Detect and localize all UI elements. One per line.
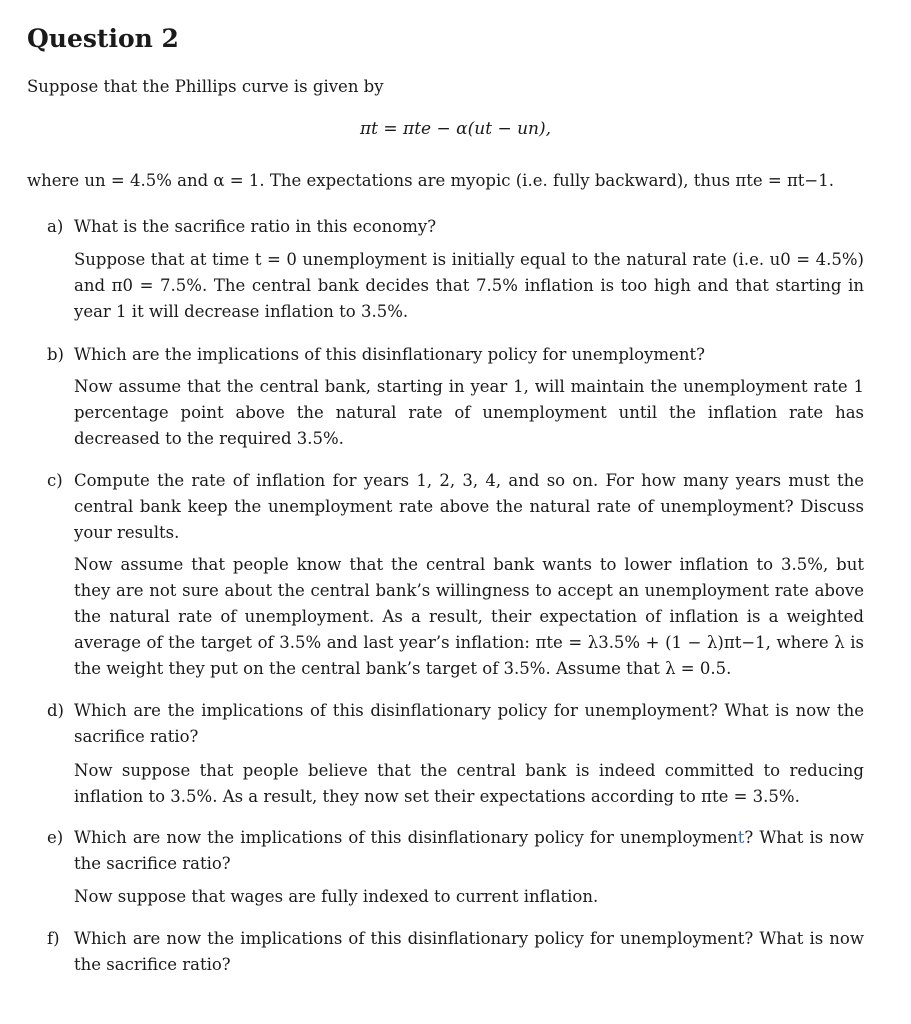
question-d: Which are the implications of this disinflationary policy for unemployment? What is now the sacrifice ratio?: [74, 701, 864, 746]
item-label-b: b): [47, 345, 64, 364]
item-label-f: f): [47, 929, 60, 948]
context-after-d: Now suppose that people believe that the central bank is indeed committed to reducing inflation to 3.5%. As a result, they now set their expectations according to πte = 3.5%.: [74, 761, 864, 806]
question-f: Which are now the implications of this disinflationary policy for unemployment? What is now the sacrifice ratio?: [74, 929, 864, 974]
intro-text: Suppose that the Phillips curve is given by: [27, 77, 384, 96]
item-label-e: e): [47, 828, 64, 847]
item-label-c: c): [47, 471, 63, 490]
question-e-part-2: ? What is now the sacrifice ratio?: [74, 828, 864, 873]
assumptions-text: where un = 4.5% and α = 1. The expectations are myopic (i.e. fully backward), thus πte = πt−1.: [27, 171, 834, 190]
question-c: Compute the rate of inflation for years 1, 2, 3, 4, and so on. For how many years must the central bank keep the unemployment rate above the natural rate of unemployment? Discuss your results.: [74, 471, 864, 542]
context-after-c: Now assume that people know that the central bank wants to lower inflation to 3.5%, but they are not sure about the central bank’s willingness to accept an unemployment rate above the natural rate of unemployment. As a result, their expectation of inflation is a weighted average of the target of 3.5% and last year’s inflation: πte = λ3.5% + (1 − λ)πt−1, where λ is the weight they put on the central bank’s target of 3.5%. Assume that λ = 0.5.: [74, 555, 864, 678]
question-e-highlight: t: [737, 828, 745, 847]
question-a: What is the sacrifice ratio in this economy?: [74, 217, 437, 236]
question-title: Question 2: [27, 24, 179, 53]
question-b: Which are the implications of this disinflationary policy for unemployment?: [74, 345, 705, 364]
context-after-e: Now suppose that wages are fully indexed to current inflation.: [74, 887, 599, 906]
question-e-part-1: Which are now the implications of this disinflationary policy for unemploymen: [74, 828, 738, 847]
phillips-curve-equation: πt = πte − α(ut − un),: [359, 119, 552, 139]
context-after-b: Now assume that the central bank, starting in year 1, will maintain the unemployment rate 1 percentage point above the natural rate of unemployment until the inflation rate has decreased to the required 3.5%.: [74, 377, 864, 448]
question-e: [74, 825, 864, 877]
item-label-d: d): [47, 701, 64, 720]
item-label-a: a): [47, 217, 64, 236]
context-after-a: Suppose that at time t = 0 unemployment is initially equal to the natural rate (i.e. u0 = 4.5%) and π0 = 7.5%. The central bank decides that 7.5% inflation is too high and that starting in year 1 it will decrease inflation to 3.5%.: [74, 250, 864, 321]
